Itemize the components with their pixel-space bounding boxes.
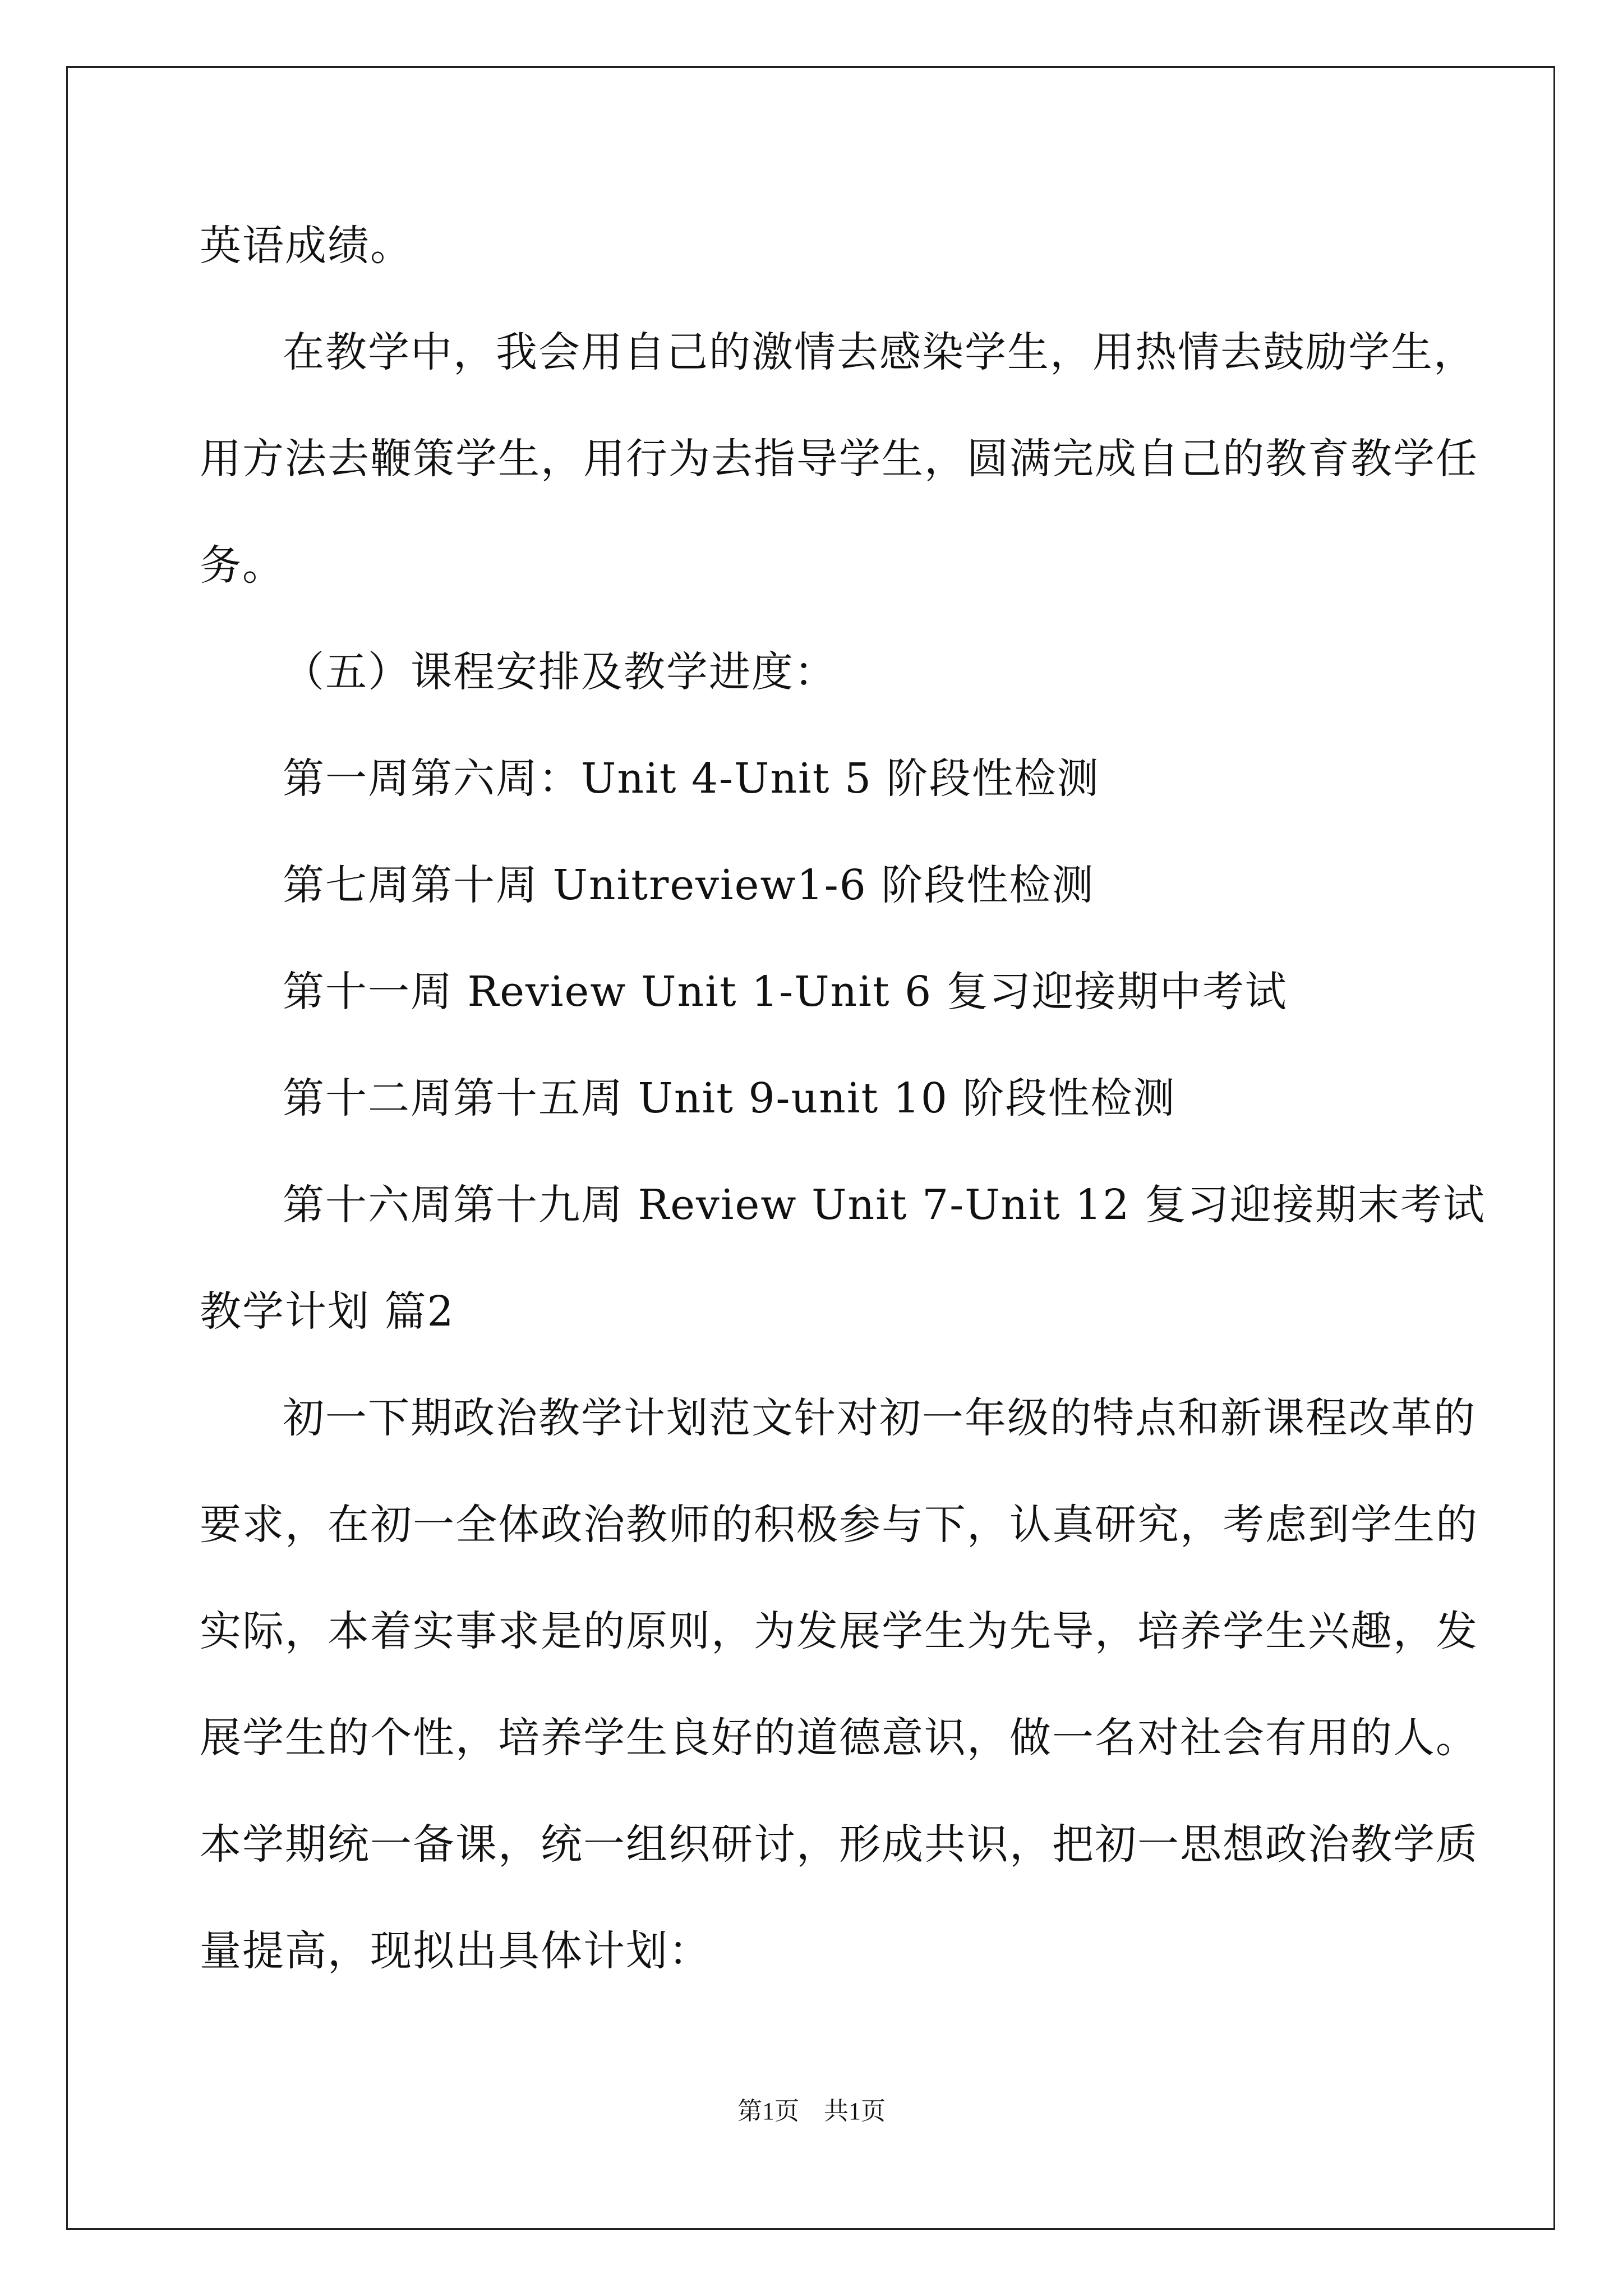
schedule-line: 第十二周第十五周 Unit 9-unit 10 阶段性检测 [283,1074,1176,1122]
page-border [66,66,1555,2230]
paragraph-line: 要求，在初一全体政治教师的积极参与下，认真研究，考虑到学生的 [200,1501,1478,1549]
paragraph-line: 初一下期政治教学计划范文针对初一年级的特点和新课程改革的 [283,1394,1476,1442]
section-heading: （五）课程安排及教学进度： [283,648,837,696]
paragraph-line: 实际，本着实事求是的原则，为发展学生为先导，培养学生兴趣，发 [200,1607,1478,1655]
paragraph-line: 用方法去鞭策学生，用行为去指导学生，圆满完成自己的教育教学任 [200,435,1478,483]
schedule-line: 第七周第十周 Unitreview1-6 阶段性检测 [283,861,1095,909]
paragraph-line: 英语成绩。 [200,222,413,270]
paragraph-line: 展学生的个性，培养学生良好的道德意识，做一名对社会有用的人。 [200,1714,1478,1762]
schedule-line: 第十六周第十九周 Review Unit 7-Unit 12 复习迎接期末考试 [283,1181,1486,1229]
section-title: 教学计划 篇2 [200,1287,455,1336]
schedule-line: 第十一周 Review Unit 1-Unit 6 复习迎接期中考试 [283,968,1288,1016]
paragraph-line: 本学期统一备课，统一组织研讨，形成共识，把初一思想政治教学质 [200,1820,1478,1869]
schedule-line: 第一周第六周：Unit 4-Unit 5 阶段性检测 [283,754,1100,803]
paragraph-line: 务。 [200,541,285,590]
paragraph-line: 在教学中，我会用自己的激情去感染学生，用热情去鼓励学生， [283,328,1476,376]
paragraph-line: 量提高，现拟出具体计划： [200,1927,711,1975]
page-number-footer: 第1页 共1页 [737,2097,886,2125]
